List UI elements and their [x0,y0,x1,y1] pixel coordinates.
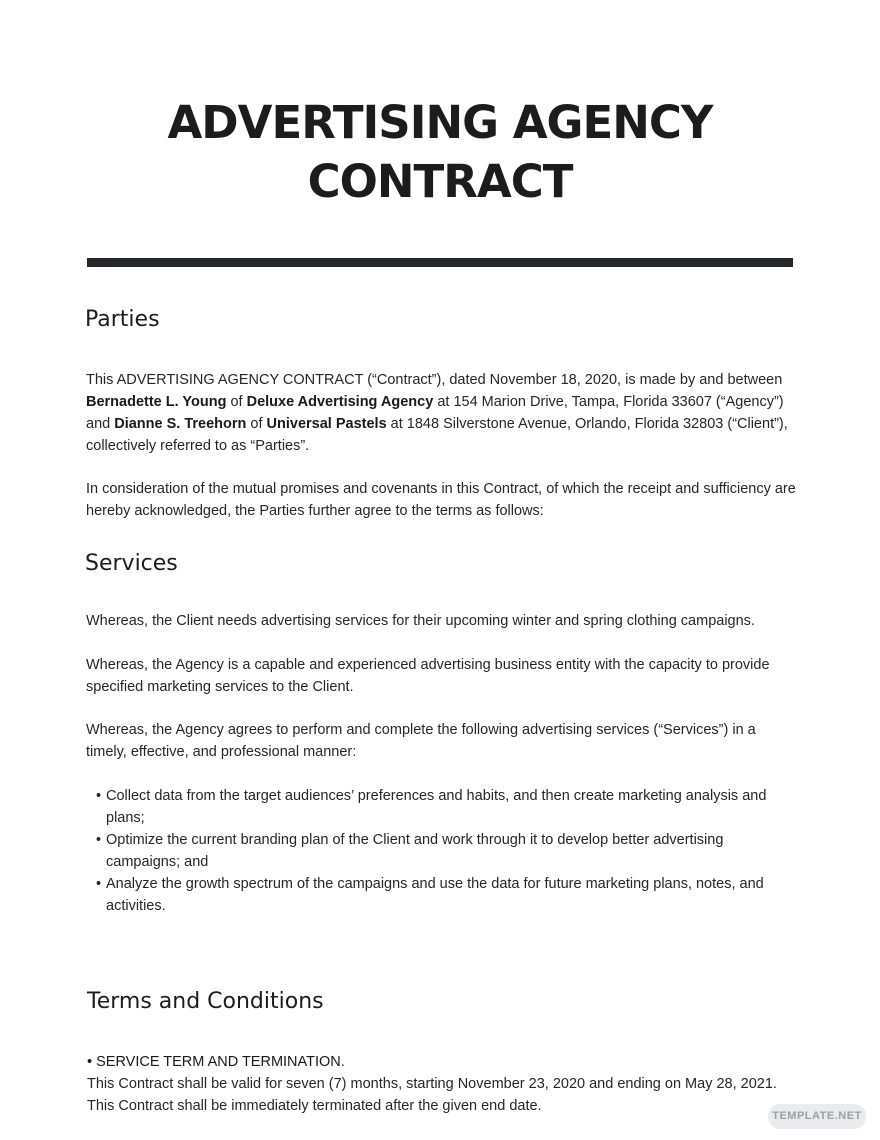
services-bullet-list [96,785,786,917]
parties-heading: Parties [85,307,160,332]
service-term-text: This Contract shall be valid for seven (7) months, starting November 23, 2020 and ending on May 28, 2021. This Contract shall be immediately terminated after the given end date. [87,1076,777,1114]
document-title [0,93,880,211]
parties-text-4: of [246,416,267,432]
title-line-1: ADVERTISING AGENCY [167,96,713,149]
title-divider [87,258,793,267]
list-item [96,829,786,873]
agency-representative: Bernadette L. Young [86,394,227,410]
services-paragraph-2: Whereas, the Agency is a capable and experienced advertising business entity with the capacity to provide specified marketing services to the Client. [86,657,770,695]
parties-paragraph-1 [86,369,796,457]
service-term-heading: • SERVICE TERM AND TERMINATION. [87,1054,345,1070]
parties-text-2: of [226,394,247,410]
bullet-icon: • [96,876,102,892]
services-paragraph-3: Whereas, the Agency agrees to perform and complete the following advertising services (“Services”) in a timely, effective, and professional manner: [86,722,756,760]
terms-heading: Terms and Conditions [87,989,324,1014]
parties-paragraph-2: In consideration of the mutual promises and covenants in this Contract, of which the receipt and sufficiency are hereby acknowledged, the Parties further agree to the terms as follows: [86,481,796,519]
parties-text-3: at 154 Marion Drive, Tampa, Florida 33607 (“Agency”) and [86,394,784,432]
list-item-text: Analyze the growth spectrum of the campaigns and use the data for future marketing plans, notes, and activities. [106,876,764,914]
client-representative: Dianne S. Treehorn [114,416,247,432]
list-item [96,873,786,917]
bullet-icon: • [96,788,102,804]
list-item [96,785,786,829]
services-paragraph-1: Whereas, the Client needs advertising services for their upcoming winter and spring clothing campaigns. [86,613,755,629]
services-heading: Services [85,551,178,576]
title-line-2: CONTRACT [307,155,573,208]
agency-name: Deluxe Advertising Agency [246,394,434,410]
parties-text-5: at 1848 Silverstone Avenue, Orlando, Florida 32803 (“Client”), collectively referred to as “Parties”. [86,416,788,454]
client-name: Universal Pastels [266,416,387,432]
template-watermark[interactable]: TEMPLATE.NET [768,1104,866,1129]
list-item-text: Optimize the current branding plan of the Client and work through it to develop better advertising campaigns; and [106,832,724,870]
parties-text-1: This ADVERTISING AGENCY CONTRACT (“Contract”), dated November 18, 2020, is made by and between [86,372,783,388]
bullet-icon: • [96,832,102,848]
list-item-text: Collect data from the target audiences’ preferences and habits, and then create marketing analysis and plans; [106,788,767,826]
